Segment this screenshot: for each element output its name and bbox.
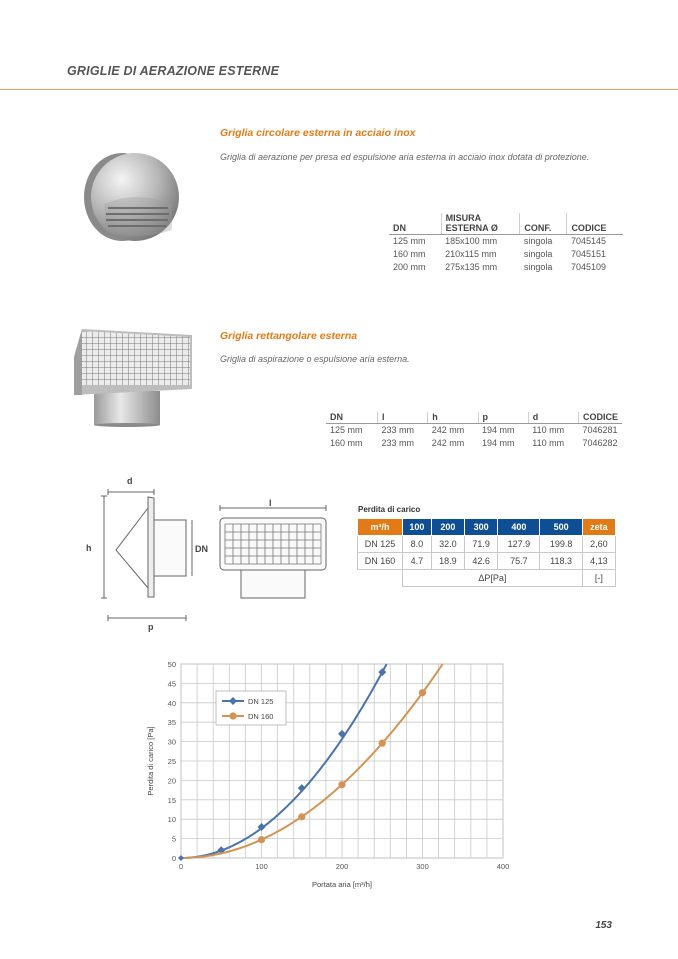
table-row: 200 mm 275x135 mm singola 7045109	[393, 262, 606, 272]
dim-label-d: d	[127, 476, 133, 486]
y-tick-label: 50	[167, 660, 176, 669]
x-tick-label: 200	[335, 862, 349, 871]
product2-spec-table	[326, 412, 622, 450]
legend-marker	[229, 712, 236, 719]
y-tick-label: 30	[167, 737, 176, 747]
product1-title: Griglia circolare esterna in acciaio inox	[220, 127, 416, 139]
dim-label-h: h	[86, 543, 92, 553]
product2-title: Griglia rettangolare esterna	[220, 330, 358, 342]
table-row: 125 mm 233 mm 242 mm 194 mm 110 mm 7046281	[330, 425, 618, 435]
x-tick-label: 0	[178, 862, 184, 871]
product1-spec-table	[389, 213, 623, 274]
pressure-loss-table: m³/h 100 200 300 400 500 zeta DN 125 8.0 32.0 71.9 127.9 199.8 2,60 DN 160 4.7 18.9 42.6 75.7 118.3 4,13 ΔP[Pa] [-]	[357, 518, 616, 587]
table-row: DN 160 4.7 18.9 42.6 75.7 118.3 4,13	[358, 553, 616, 570]
header-rule	[0, 89, 678, 90]
pressure-loss-title: Perdita di carico	[358, 505, 421, 514]
dim-label-dn: DN	[195, 544, 208, 554]
round-grille-image	[80, 150, 182, 245]
p2-col-l: l	[377, 412, 427, 424]
x-axis-label: Portata aria [m³/h]	[311, 880, 373, 889]
dim-label-p: p	[148, 622, 154, 632]
p2-col-dn: DN	[326, 412, 377, 424]
legend-label: DN 160	[248, 712, 274, 721]
y-tick-label: 0	[171, 854, 176, 863]
p1-col-code: CODICE	[567, 213, 623, 235]
x-tick-label: 400	[496, 862, 510, 871]
section-title: GRIGLIE DI AERAZIONE ESTERNE	[67, 64, 280, 78]
y-tick-label: 10	[167, 815, 176, 825]
table-row: DN 125 8.0 32.0 71.9 127.9 199.8 2,60	[358, 536, 616, 553]
product2-description: Griglia di aspirazione o espulsione aria esterna.	[220, 354, 410, 364]
y-tick-label: 45	[167, 679, 176, 689]
table-row: ΔP[Pa] [-]	[358, 570, 616, 587]
x-tick-label: 100	[255, 862, 268, 871]
table-row: 160 mm 210x115 mm singola 7045151	[393, 249, 606, 259]
legend-label: DN 125	[248, 697, 274, 706]
technical-drawing	[80, 470, 340, 640]
pressure-loss-chart	[140, 655, 540, 895]
p2-col-d: d	[528, 412, 578, 424]
y-tick-label: 5	[171, 834, 176, 844]
y-tick-label: 20	[167, 776, 176, 786]
data-point	[419, 689, 426, 696]
x-tick-label: 300	[416, 862, 429, 871]
y-tick-label: 35	[167, 718, 176, 728]
table-row: 125 mm 185x100 mm singola 7045145	[393, 236, 606, 246]
data-point	[258, 836, 265, 843]
data-point	[379, 740, 386, 747]
y-tick-label: 15	[167, 795, 176, 805]
dim-label-l: l	[269, 498, 272, 508]
table-row: 160 mm 233 mm 242 mm 194 mm 110 mm 7046282	[330, 438, 618, 448]
y-axis-label: Perdita di carico [Pa]	[146, 726, 155, 796]
p2-col-code: CODICE	[578, 412, 622, 424]
p1-col-size: MISURA ESTERNA Ø	[441, 213, 520, 235]
y-tick-label: 25	[167, 757, 176, 766]
page-number: 153	[595, 920, 612, 931]
data-point	[298, 813, 305, 820]
y-tick-label: 40	[167, 698, 176, 708]
rectangular-grille-image	[68, 325, 198, 427]
p2-col-h: h	[428, 412, 478, 424]
p1-col-conf: CONF.	[520, 213, 567, 235]
p2-col-p: p	[478, 412, 528, 424]
product1-description: Griglia di aerazione per presa ed espulsione aria esterna in acciaio inox dotata di protezione.	[220, 152, 590, 162]
p1-col-dn: DN	[389, 213, 441, 235]
data-point	[338, 781, 345, 788]
